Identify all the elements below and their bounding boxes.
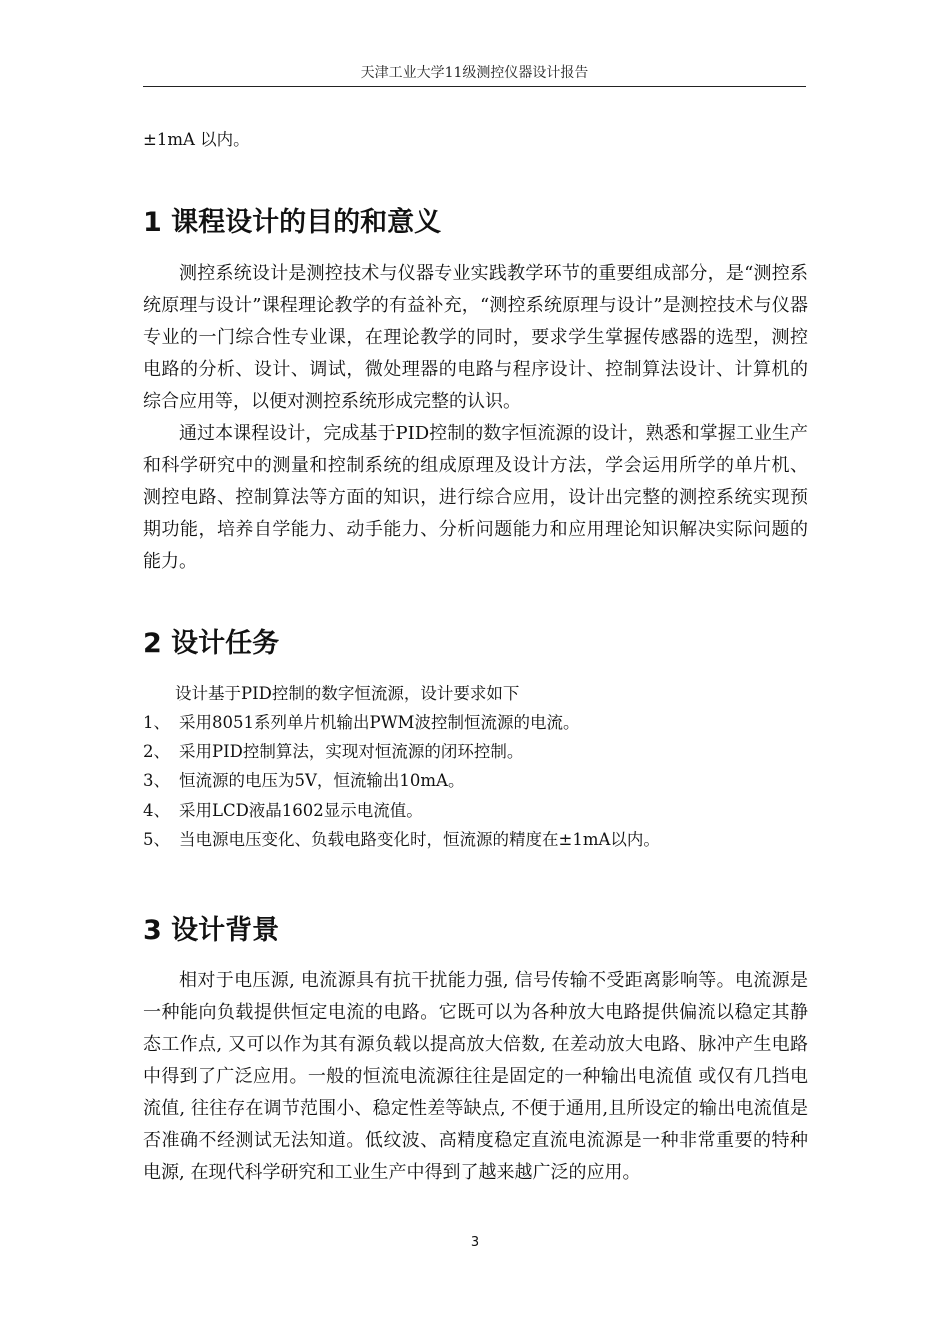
- list-item-number: 4、: [143, 801, 170, 820]
- list-item-text: 恒流源的电压为5V，恒流输出10mA。: [179, 771, 465, 790]
- page-number: 3: [470, 1235, 480, 1250]
- list-item-number: 1、: [143, 713, 170, 732]
- list-item-text: 当电源电压变化、负载电路变化时，恒流源的精度在±1mA以内。: [179, 830, 660, 849]
- section-2-heading: 2 设计任务: [143, 628, 280, 659]
- list-item-text: 采用LCD液晶1602显示电流值。: [179, 801, 423, 820]
- list-item-number: 5、: [143, 830, 170, 849]
- page-header: [143, 64, 806, 87]
- section-2-intro: 设计基于PID控制的数字恒流源，设计要求如下: [175, 684, 520, 703]
- list-item: [143, 799, 423, 823]
- list-item: [143, 740, 523, 764]
- carryover-text: ±1mA 以内。: [143, 130, 250, 149]
- list-item-text: 采用PID控制算法，实现对恒流源的闭环控制。: [179, 742, 524, 761]
- section-1-paragraph-2: 通过本课程设计，完成基于PID控制的数字恒流源的设计，熟悉和掌握工业生产和科学研究中的测量和控制系统的组成原理及设计方法，学会运用所学的单片机、测控电路、控制算法等方面的知识，进行综合应用，设计出完整的测控系统实现预期功能，培养自学能力、动手能力、分析问题能力和应用理论知识解决实际问题的能力。: [143, 423, 808, 572]
- section-1-heading: 1 课程设计的目的和意义: [143, 207, 442, 238]
- header-title: 天津工业大学11级测控仪器设计报告: [360, 65, 589, 81]
- list-item: [143, 769, 464, 793]
- section-3-paragraph-1: 相对于电压源, 电流源具有抗干扰能力强, 信号传输不受距离影响等。电流源是一种能向负载提供恒定电流的电路。它既可以为各种放大电路提供偏流以稳定其静态工作点, 又可以作为其有源负载以提高放大倍数, 在差动放大电路、脉冲产生电路中得到了广泛应用。一般的恒流电流源往往是固定的一种输出电流值 或仅有几挡电流值, 往往存在调节范围小、稳定性差等缺点, 不便于通用,且所设定的输出电流值是否准确不经测试无法知道。低纹波、高精度稳定直流电流源是一种非常重要的特种电源, 在现代科学研究和工业生产中得到了越来越广泛的应用。: [143, 970, 808, 1183]
- list-item-text: 采用8051系列单片机输出PWM波控制恒流源的电流。: [179, 713, 580, 732]
- list-item-number: 2、: [143, 742, 170, 761]
- list-item: [143, 711, 579, 735]
- section-3-heading: 3 设计背景: [143, 915, 280, 946]
- list-item: [143, 828, 660, 852]
- list-item-number: 3、: [143, 771, 170, 790]
- section-1-paragraph-1: 测控系统设计是测控技术与仪器专业实践教学环节的重要组成部分，是“测控系统原理与设计”课程理论教学的有益补充，“测控系统原理与设计”是测控技术与仪器专业的一门综合性专业课，在理论教学的同时，要求学生掌握传感器的选型，测控电路的分析、设计、调试，微处理器的电路与程序设计、控制算法设计、计算机的综合应用等，以便对测控系统形成完整的认识。: [143, 263, 808, 412]
